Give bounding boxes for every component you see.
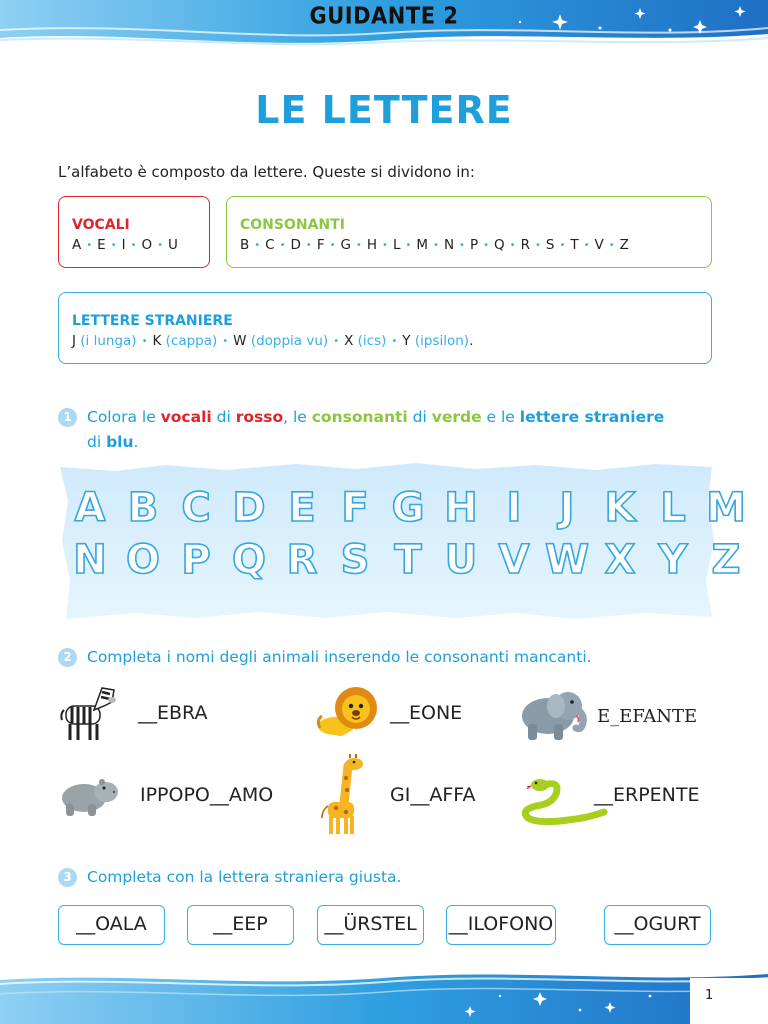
letter: Z xyxy=(619,237,629,253)
answer-box-wurstel[interactable]: __ÜRSTEL xyxy=(317,905,424,945)
outline-letter-x[interactable]: X xyxy=(604,537,636,583)
lion-icon xyxy=(316,684,382,740)
separator-dot: • xyxy=(279,240,286,251)
consonants-box xyxy=(226,196,712,268)
separator-dot: • xyxy=(583,240,590,251)
animal-word-snake: __ERPENTE xyxy=(594,784,700,806)
letter: O xyxy=(141,237,153,253)
letter: P xyxy=(469,237,479,253)
letter: B xyxy=(240,237,250,253)
animal-word-elephant: E_EFANTE xyxy=(597,706,698,727)
separator-dot: • xyxy=(333,336,340,347)
foreign-letter: K xyxy=(152,333,166,349)
outline-letter-l[interactable]: L xyxy=(660,485,686,531)
separator-dot: • xyxy=(355,240,362,251)
answer-box-xilofono[interactable]: __ILOFONO xyxy=(446,905,556,945)
outline-letter-o[interactable]: O xyxy=(125,537,160,583)
page-number: 1 xyxy=(705,988,714,1003)
outline-letter-z[interactable]: Z xyxy=(711,537,741,583)
outline-letter-p[interactable]: P xyxy=(181,537,211,583)
letter: U xyxy=(168,237,178,253)
foreign-letter: X xyxy=(344,333,358,349)
answer-box-yogurt[interactable]: __OGURT xyxy=(604,905,711,945)
foreign-letter-name: (ics) xyxy=(357,333,387,349)
exercise-3-instruction: Completa con la lettera straniera giusta. xyxy=(87,868,402,886)
exercise-1-instruction: Colora le vocali di rosso, le consonanti di verde e le lettere straniere di blu. xyxy=(87,408,665,451)
exercise-2-instruction: Completa i nomi degli animali inserendo le consonanti mancanti. xyxy=(87,648,592,666)
letter: H xyxy=(366,237,378,253)
foreign-letter: J xyxy=(72,333,81,349)
consonants-letters xyxy=(240,237,629,253)
letter: N xyxy=(443,237,455,253)
foreign-line-end: . xyxy=(469,333,474,349)
outline-letter-r[interactable]: R xyxy=(286,537,318,583)
hippo-icon xyxy=(58,770,120,820)
outline-letter-d[interactable]: D xyxy=(232,485,266,531)
separator-dot: • xyxy=(157,240,164,251)
letter: E xyxy=(97,237,106,253)
separator-dot: • xyxy=(433,240,439,251)
separator-dot: • xyxy=(608,240,615,251)
answer-box-koala[interactable]: __OALA xyxy=(58,905,165,945)
consonants-heading: CONSONANTI xyxy=(240,217,345,233)
separator-dot: • xyxy=(405,240,412,251)
separator-dot: • xyxy=(254,240,261,251)
outline-letter-a[interactable]: A xyxy=(74,485,106,531)
letter: M xyxy=(416,237,429,253)
page-title: LE LETTERE xyxy=(255,88,513,132)
zebra-icon xyxy=(60,680,120,744)
foreign-letters xyxy=(72,333,473,349)
exercise-1-number: 1 xyxy=(58,408,77,427)
vowels-box xyxy=(58,196,210,268)
foreign-letter-name: (ipsilon) xyxy=(414,333,470,349)
outline-letter-y[interactable]: Y xyxy=(658,537,688,583)
outline-letter-f[interactable]: F xyxy=(341,485,369,531)
exercise-2-number: 2 xyxy=(58,648,77,667)
outline-letter-s[interactable]: S xyxy=(340,537,370,583)
animal-word-zebra: __EBRA xyxy=(138,702,208,724)
foreign-letter-name: (cappa) xyxy=(165,333,218,349)
animal-word-lion: __EONE xyxy=(390,702,463,724)
separator-dot: • xyxy=(382,240,388,251)
outline-letter-u[interactable]: U xyxy=(444,537,478,583)
foreign-letter: Y xyxy=(402,333,415,349)
separator-dot: • xyxy=(222,336,229,347)
letter: G xyxy=(340,237,351,253)
intro-text: L’alfabeto è composto da lettere. Queste si dividono in: xyxy=(58,163,475,181)
outline-letter-v[interactable]: V xyxy=(498,537,530,583)
letter: S xyxy=(545,237,555,253)
vowels-letters xyxy=(72,237,178,253)
letter: D xyxy=(290,237,301,253)
outline-letter-h[interactable]: H xyxy=(444,485,478,531)
separator-dot: • xyxy=(509,240,516,251)
outline-letter-i[interactable]: I xyxy=(506,485,522,531)
separator-dot: • xyxy=(130,240,137,251)
outline-letter-g[interactable]: G xyxy=(391,485,425,531)
outline-letter-m[interactable]: M xyxy=(706,485,746,531)
foreign-letters-box xyxy=(58,292,712,364)
exercise-3-number: 3 xyxy=(58,868,77,887)
foreign-heading: LETTERE STRANIERE xyxy=(72,313,233,329)
outline-letter-c[interactable]: C xyxy=(181,485,211,531)
letter: C xyxy=(265,237,275,253)
letter: F xyxy=(316,237,325,253)
letter: A xyxy=(72,237,82,253)
header-label: GUIDANTE 2 xyxy=(309,3,459,29)
separator-dot: • xyxy=(559,240,566,251)
outline-letter-b[interactable]: B xyxy=(127,485,159,531)
foreign-letter-name: (doppia vu) xyxy=(250,333,329,349)
letter: Q xyxy=(494,237,505,253)
letter: R xyxy=(520,237,530,253)
letter: L xyxy=(392,237,401,253)
separator-dot: • xyxy=(329,240,336,251)
separator-dot: • xyxy=(305,240,312,251)
separator-dot: • xyxy=(110,240,117,251)
separator-dot: • xyxy=(86,240,93,251)
giraffe-icon xyxy=(316,752,372,836)
outline-letter-t[interactable]: T xyxy=(394,537,422,583)
animal-word-hippo: IPPOPO__AMO xyxy=(140,784,274,806)
outline-letter-k[interactable]: K xyxy=(604,485,636,531)
separator-dot: • xyxy=(141,336,148,347)
outline-letter-e[interactable]: E xyxy=(288,485,316,531)
letter: V xyxy=(594,237,604,253)
separator-dot: • xyxy=(391,336,398,347)
animal-word-giraffe: GI__AFFA xyxy=(390,784,476,806)
elephant-icon xyxy=(518,684,590,744)
foreign-letter-name: (i lunga) xyxy=(80,333,137,349)
foreign-letter: W xyxy=(233,333,251,349)
vowels-heading: VOCALI xyxy=(72,217,130,233)
bottom-decorative-band xyxy=(0,966,768,1024)
answer-box-jeep[interactable]: __EEP xyxy=(187,905,294,945)
separator-dot: • xyxy=(534,240,541,251)
outline-letter-w[interactable]: W xyxy=(544,537,590,583)
letter: I xyxy=(121,237,126,253)
separator-dot: • xyxy=(459,240,465,251)
outline-letter-n[interactable]: N xyxy=(73,537,107,583)
letter: T xyxy=(570,237,579,253)
outline-letter-q[interactable]: Q xyxy=(231,537,266,583)
outline-letter-j[interactable]: J xyxy=(559,485,575,531)
separator-dot: • xyxy=(483,240,490,251)
